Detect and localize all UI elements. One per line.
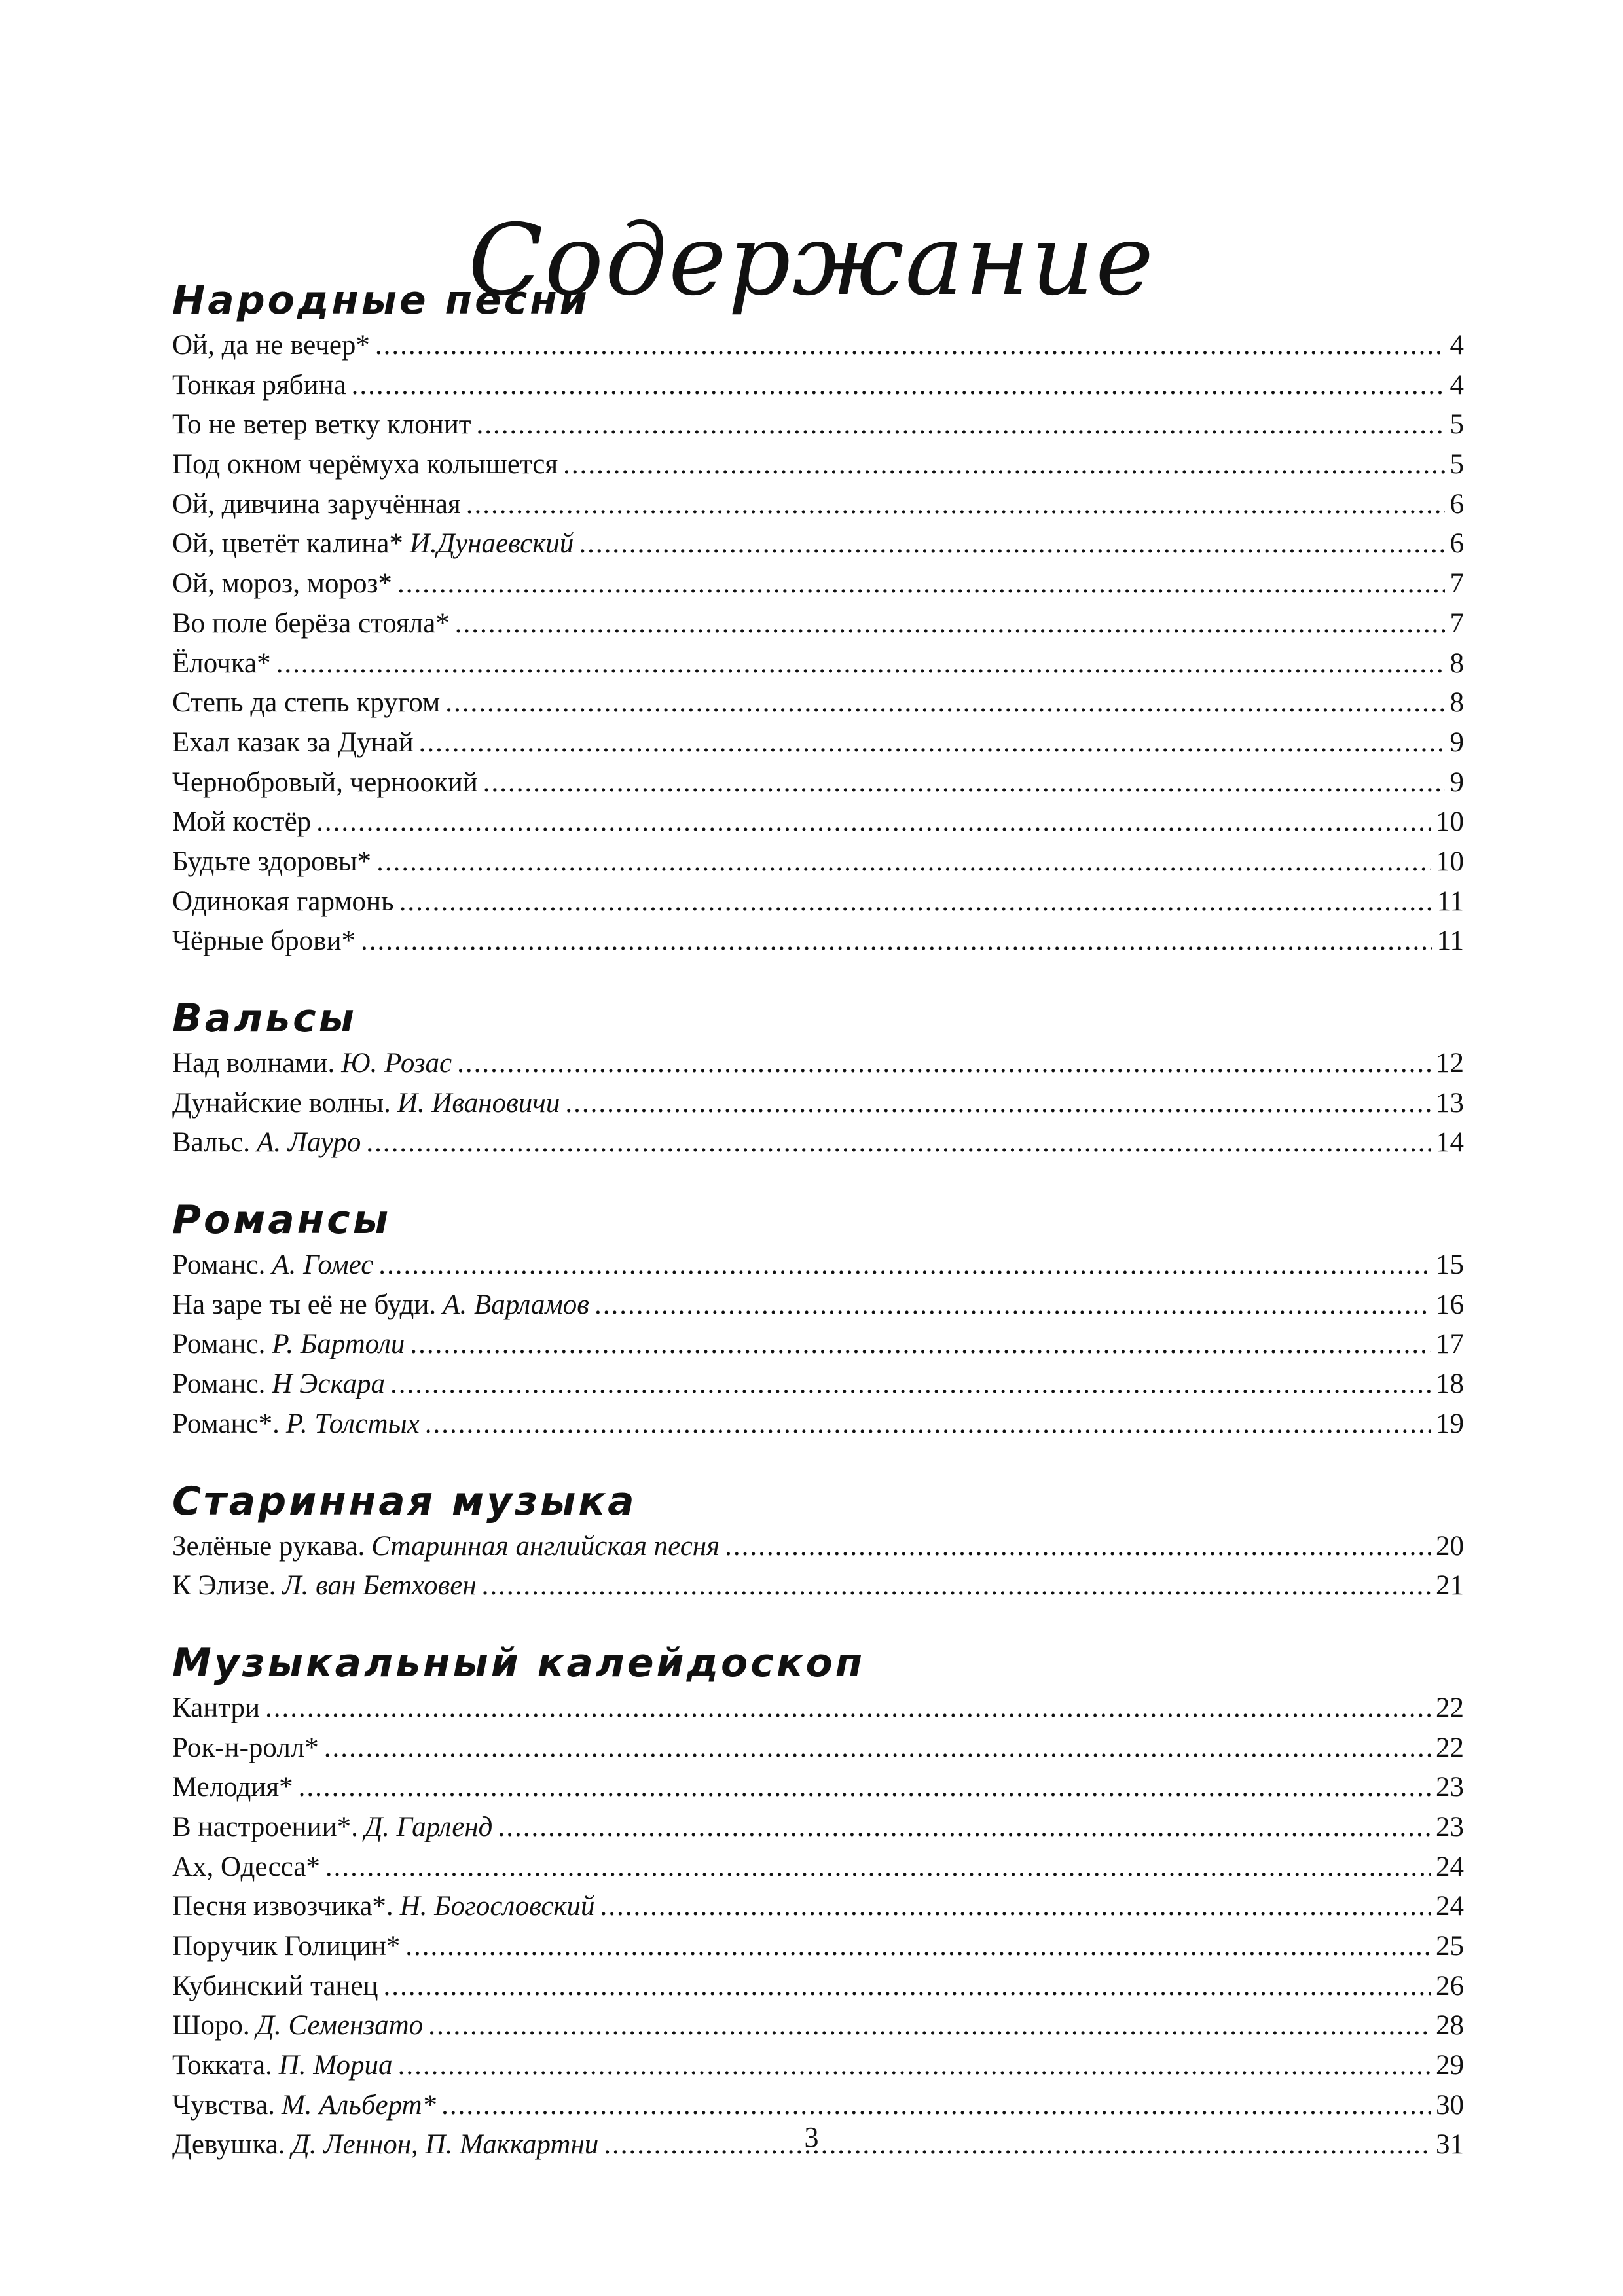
toc-entry (172, 366, 1464, 406)
entry-page: 8 (1450, 687, 1464, 719)
dot-leader (399, 882, 1432, 922)
section-title: Народные песни (172, 278, 590, 323)
entry-author: Р. Толстых (285, 1408, 420, 1439)
entry-page: 31 (1436, 2129, 1464, 2161)
toc-entry (172, 1527, 1464, 1567)
entry-author: И.Дунаевский (409, 528, 574, 560)
dot-leader (376, 842, 1431, 882)
entry-title: В настроении*. (172, 1811, 358, 1842)
entry-page: 13 (1436, 1087, 1464, 1119)
dot-leader (419, 723, 1445, 763)
entry-page: 29 (1436, 2050, 1464, 2081)
dot-leader (390, 1365, 1431, 1405)
entry-title: Дунайские волны. (172, 1087, 391, 1119)
dot-leader (594, 1285, 1431, 1325)
toc-entry (172, 326, 1464, 366)
entry-page: 24 (1436, 1851, 1464, 1882)
dot-leader (455, 604, 1445, 644)
toc-entry (172, 1729, 1464, 1768)
entry-author: А. Гомес (272, 1249, 374, 1281)
entry-title: Ой, дивчина заручённая (172, 488, 461, 520)
dot-leader (498, 1808, 1431, 1848)
entry-title: Чёрные брови* (172, 925, 356, 957)
entry-title: Ой, да не вечер* (172, 330, 370, 361)
dot-leader (361, 922, 1432, 961)
entry-page: 6 (1450, 528, 1464, 560)
toc-entry (172, 405, 1464, 445)
entry-page: 15 (1436, 1249, 1464, 1281)
entry-page: 4 (1450, 330, 1464, 361)
entry-title: Ах, Одесса* (172, 1851, 320, 1882)
entry-author: Д. Семензато (256, 2010, 424, 2041)
toc-entry (172, 1927, 1464, 1967)
toc-section (172, 275, 1464, 961)
toc-entry (172, 2046, 1464, 2086)
toc-entry (172, 1808, 1464, 1848)
entry-page: 21 (1436, 1570, 1464, 1602)
entry-page: 5 (1450, 449, 1464, 480)
dot-leader (324, 1729, 1431, 1768)
entry-title: Вальс. (172, 1127, 251, 1158)
toc-entry (172, 1285, 1464, 1325)
entry-title: Зелёные рукава. (172, 1530, 365, 1562)
entry-page: 14 (1436, 1127, 1464, 1158)
toc-entry (172, 1689, 1464, 1729)
toc-entry (172, 1566, 1464, 1606)
dot-leader (384, 1967, 1431, 2007)
toc-entry (172, 2006, 1464, 2046)
toc-entry (172, 2086, 1464, 2126)
dot-leader (441, 2086, 1431, 2126)
entry-author: П. Мориа (278, 2050, 393, 2081)
entry-title: Кантри (172, 1692, 261, 1723)
toc-entry (172, 802, 1464, 842)
entry-page: 22 (1436, 1732, 1464, 1763)
entry-title: Девушка. (172, 2129, 285, 2161)
entry-page: 7 (1450, 607, 1464, 639)
entry-title: Мелодия* (172, 1772, 293, 1803)
entry-title: Романс. (172, 1329, 266, 1360)
entry-page: 9 (1450, 726, 1464, 758)
entry-page: 8 (1450, 647, 1464, 679)
dot-leader (398, 2046, 1431, 2086)
entry-page: 24 (1436, 1891, 1464, 1922)
entry-title: Ехал казак за Дунай (172, 726, 414, 758)
entry-page: 28 (1436, 2010, 1464, 2041)
entry-title: Песня извозчика*. (172, 1891, 393, 1922)
toc-entry (172, 842, 1464, 882)
toc-entry (172, 564, 1464, 604)
entry-page: 18 (1436, 1369, 1464, 1400)
entry-page: 5 (1450, 409, 1464, 440)
entry-title: Ой, цветёт калина* (172, 528, 403, 560)
entry-title: Одинокая гармонь (172, 886, 394, 917)
entry-page: 11 (1436, 886, 1464, 917)
entry-title: Шоро. (172, 2010, 250, 2041)
entry-author: Д. Гарленд (364, 1811, 493, 1842)
toc-entry (172, 683, 1464, 723)
entry-title: То не ветер ветку клонит (172, 409, 471, 440)
toc-entry (172, 524, 1464, 564)
toc-section (172, 1476, 1464, 1606)
entry-title: Поручик Голицин* (172, 1931, 401, 1962)
entry-title: Ёлочка* (172, 647, 271, 679)
dot-leader (325, 1848, 1431, 1888)
dot-leader (276, 644, 1445, 684)
toc-entry (172, 1325, 1464, 1365)
entry-title: Ой, мороз, мороз* (172, 568, 392, 600)
entry-page: 30 (1436, 2089, 1464, 2121)
toc-entry (172, 445, 1464, 485)
entry-title: Токката. (172, 2050, 272, 2081)
entry-page: 23 (1436, 1811, 1464, 1842)
toc-entry (172, 644, 1464, 684)
toc-entry (172, 1405, 1464, 1444)
entry-author: А. Лауро (257, 1127, 361, 1158)
dot-leader (410, 1325, 1431, 1365)
entry-page: 19 (1436, 1408, 1464, 1439)
entry-page: 12 (1436, 1048, 1464, 1079)
dot-leader (466, 485, 1445, 525)
dot-leader (579, 524, 1444, 564)
entry-page: 7 (1450, 568, 1464, 600)
toc-entry (172, 1084, 1464, 1124)
dot-leader (265, 1689, 1431, 1729)
entry-page: 9 (1450, 766, 1464, 798)
entry-page: 22 (1436, 1692, 1464, 1723)
dot-leader (725, 1527, 1431, 1567)
toc-section (172, 993, 1464, 1163)
entry-page: 25 (1436, 1931, 1464, 1962)
toc-entry (172, 763, 1464, 803)
dot-leader (457, 1044, 1431, 1084)
entry-title: Степь да степь кругом (172, 687, 441, 719)
entry-title: Будьте здоровы* (172, 846, 372, 877)
entry-title: На заре ты её не буди. (172, 1289, 437, 1320)
dot-leader (405, 1927, 1431, 1967)
toc-section (172, 1194, 1464, 1444)
toc-entry (172, 1967, 1464, 2007)
entry-author: Ю. Розас (341, 1048, 452, 1079)
entry-title: Рок-н-ролл* (172, 1732, 319, 1763)
entry-page: 10 (1436, 806, 1464, 838)
dot-leader (482, 1566, 1431, 1606)
toc-entry (172, 1365, 1464, 1405)
entry-author: А. Варламов (443, 1289, 589, 1320)
entry-author: М. Альберт* (281, 2089, 437, 2121)
entry-page: 23 (1436, 1772, 1464, 1803)
dot-leader (428, 2006, 1431, 2046)
section-title: Романсы (172, 1197, 392, 1244)
dot-leader (477, 405, 1445, 445)
entry-page: 6 (1450, 488, 1464, 520)
entry-title: Романс*. (172, 1408, 280, 1439)
entry-title: Чернобровый, черноокий (172, 766, 478, 798)
entry-title: Кубинский танец (172, 1970, 378, 2001)
entry-author: Д. Леннон, П. Маккартни (291, 2129, 599, 2161)
toc-entry (172, 1246, 1464, 1285)
entry-title: К Элизе. (172, 1570, 276, 1602)
entry-title: Мой костёр (172, 806, 312, 838)
toc-entry (172, 604, 1464, 644)
entry-title: Над волнами. (172, 1048, 335, 1079)
dot-leader (316, 802, 1431, 842)
entry-title: Во поле берёза стояла* (172, 607, 450, 639)
dot-leader (565, 1084, 1431, 1124)
toc-entry (172, 1044, 1464, 1084)
entry-title: Под окном черёмуха колышется (172, 449, 558, 480)
dot-leader (483, 763, 1445, 803)
toc-entry (172, 723, 1464, 763)
dot-leader (352, 366, 1445, 406)
entry-title: Романс. (172, 1369, 266, 1400)
entry-author: Старинная английская песня (371, 1530, 720, 1562)
entry-author: И. Ивановичи (397, 1087, 560, 1119)
toc-entry (172, 1848, 1464, 1888)
toc-entry (172, 882, 1464, 922)
entry-title: Романс. (172, 1249, 266, 1281)
section-title: Старинная музыка (172, 1478, 637, 1524)
table-of-contents (172, 275, 1464, 2197)
entry-author: Л. ван Бетховен (282, 1570, 477, 1602)
dot-leader (563, 445, 1444, 485)
dot-leader (366, 1123, 1431, 1163)
entry-page: 11 (1436, 925, 1464, 957)
toc-entry (172, 922, 1464, 961)
dot-leader (600, 1887, 1431, 1927)
entry-page: 17 (1436, 1329, 1464, 1360)
toc-entry (172, 1123, 1464, 1163)
entry-page: 20 (1436, 1530, 1464, 1562)
dot-leader (445, 683, 1444, 723)
entry-page: 10 (1436, 846, 1464, 877)
dot-leader (425, 1405, 1431, 1444)
toc-entry (172, 1887, 1464, 1927)
entry-author: Р. Бартоли (272, 1329, 405, 1360)
dot-leader (378, 1246, 1431, 1285)
entry-page: 16 (1436, 1289, 1464, 1320)
dot-leader (397, 564, 1445, 604)
page-number: 3 (804, 2121, 819, 2153)
section-title: Музыкальный калейдоскоп (172, 1640, 866, 1686)
dot-leader (375, 326, 1445, 366)
dot-leader (299, 1768, 1431, 1808)
entry-page: 4 (1450, 369, 1464, 401)
toc-section (172, 1638, 1464, 2165)
entry-title: Чувства. (172, 2089, 275, 2121)
toc-entry (172, 1768, 1464, 1808)
entry-author: Н. Богословский (399, 1891, 595, 1922)
page-title: Содержание (467, 203, 1156, 317)
entry-title: Тонкая рябина (172, 369, 346, 401)
section-title: Вальсы (172, 996, 357, 1041)
toc-entry (172, 485, 1464, 525)
entry-page: 26 (1436, 1970, 1464, 2001)
entry-author: Н Эскара (272, 1369, 385, 1400)
